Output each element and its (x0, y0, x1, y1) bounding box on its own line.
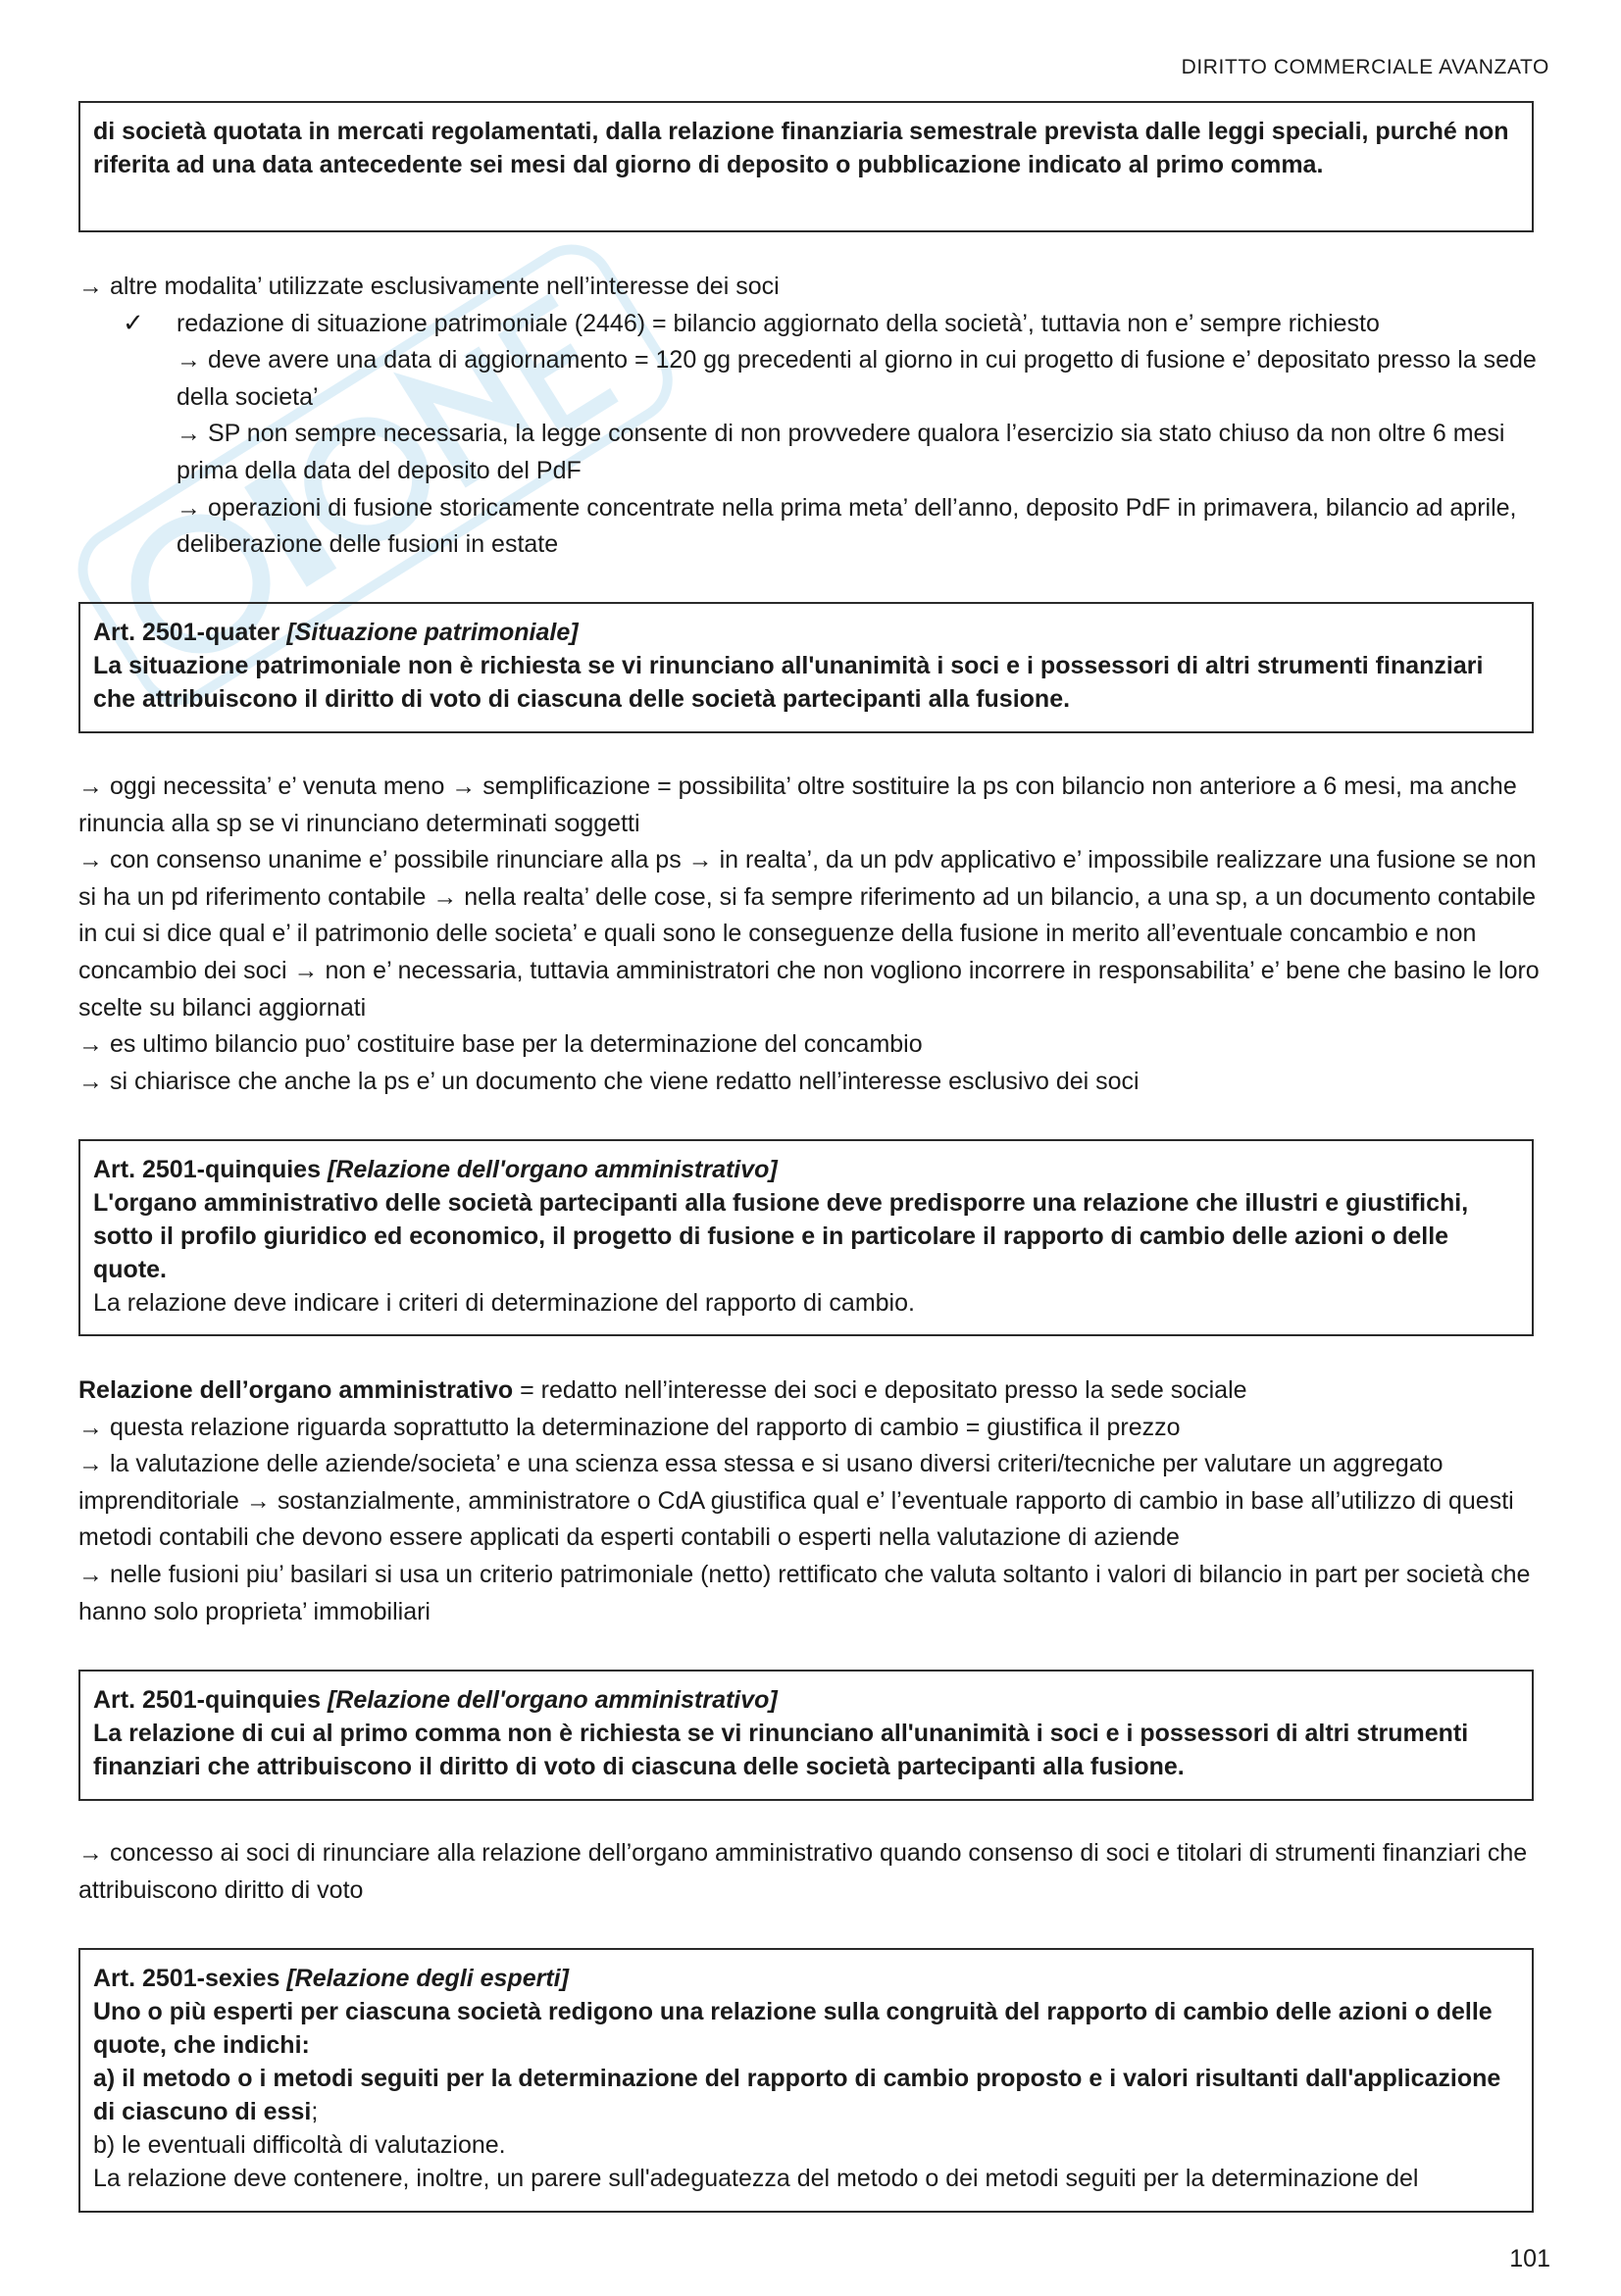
note-line: → es ultimo bilancio puo’ costituire base per la determinazione del concambio (78, 1030, 923, 1059)
note-line: → si chiarisce che anche la ps e’ un documento che viene redatto nell’interesse esclusivo dei soci (78, 1067, 1140, 1095)
note-line: → con consenso unanime e’ possibile rinunciare alla ps → in realta’, da un pdv applicativo e’ impossibile realizzare una fusione se non si ha un pd riferimento contabile → nella realta’ delle cose, si fa sempre riferimento ad un bilancio, a una sp, a un documento contabile in cui si dice qual e’ il patrimonio delle societa’ e quali sono le conseguenze della fusione in merito all’eventuale concambio e non concambio dei soci → non e’ necessaria, tuttavia amministratori che non vogliono incorrere in responsabilita’ e’ bene che basino le loro scelte su bilanci aggiornati (78, 846, 1540, 1022)
article-rubric: [Relazione degli esperti] (286, 1965, 569, 1992)
article-heading (93, 1683, 1519, 1717)
checklist-item (78, 306, 1559, 343)
law-box-2501-sexies (78, 1948, 1534, 2213)
law-box-2501-quinquies-waiver (78, 1670, 1534, 1801)
law-item-b: b) le eventuali difficoltà di valutazione. (93, 2131, 506, 2159)
note-line: → questa relazione riguarda soprattutto la determinazione del rapporto di cambio = giustifica il prezzo (78, 1413, 1181, 1441)
law-text: L'organo amministrativo delle società partecipanti alla fusione deve predisporre una relazione che illustri e giustifichi, sotto il profilo giuridico ed economico, il progetto di fusione e in particolare il rapporto di cambio delle azioni o delle quote. (93, 1189, 1469, 1283)
law-item-a-text: a) il metodo o i metodi seguiti per la determinazione del rapporto di cambio proposto e i valori risultanti dall'applicazione di ciascuno di essi (93, 2065, 1501, 2125)
article-heading (93, 1962, 1519, 1995)
article-number: Art. 2501-quinquies (93, 1156, 321, 1183)
note-definition: = redatto nell’interesse dei soci e depositato presso la sede sociale (513, 1376, 1247, 1404)
check-icon: ✓ (123, 308, 144, 338)
page-number: 101 (1509, 2245, 1550, 2272)
article-rubric: [Relazione dell'organo amministrativo] (327, 1156, 778, 1183)
law-box-2501-quinquies (78, 1139, 1534, 1336)
note-subline: → SP non sempre necessaria, la legge consente di non provvedere qualora l’esercizio sia stato chiuso da non oltre 6 mesi prima della data del deposito del PdF (177, 420, 1505, 484)
article-number: Art. 2501-sexies (93, 1965, 280, 1992)
law-text-plain: La relazione deve contenere, inoltre, un parere sull'adeguatezza del metodo o dei metodi seguiti per la determinazione del (93, 2165, 1419, 2192)
article-heading (93, 1153, 1519, 1186)
notes-relazione-organo (78, 1373, 1559, 1630)
law-text: di società quotata in mercati regolamentati, dalla relazione finanziaria semestrale prevista dalle leggi speciali, purché non riferita ad una data antecedente sei mesi dal giorno di deposito o pubblicazione indicato al primo comma. (93, 118, 1509, 178)
article-rubric: [Situazione patrimoniale] (286, 619, 579, 646)
running-header: DIRITTO COMMERCIALE AVANZATO (1181, 56, 1549, 78)
note-line: → oggi necessita’ e’ venuta meno → semplificazione = possibilita’ oltre sostituire la ps con bilancio non anteriore a 6 mesi, ma anche rinuncia alla sp se vi rinunciano determinati soggetti (78, 773, 1517, 837)
law-text-plain: La relazione deve indicare i criteri di determinazione del rapporto di cambio. (93, 1289, 915, 1317)
article-number: Art. 2501-quater (93, 619, 280, 646)
notes-waiver (78, 1835, 1559, 1909)
law-text: Uno o più esperti per ciascuna società redigono una relazione sulla congruità del rapporto di cambio delle azioni o delle quote, che indichi: (93, 1998, 1493, 2059)
note-line: → altre modalita’ utilizzate esclusivamente nell’interesse dei soci (78, 273, 780, 300)
note-subline: → operazioni di fusione storicamente concentrate nella prima meta’ dell’anno, deposito PdF in primavera, bilancio ad aprile, deliberazione delle fusioni in estate (177, 493, 1517, 559)
note-line: → nelle fusioni piu’ basilari si usa un criterio patrimoniale (netto) rettificato che valuta soltanto i valori di bilancio in part per società che hanno solo proprieta’ immobiliari (78, 1560, 1531, 1625)
note-term: Relazione dell’organo amministrativo (78, 1376, 514, 1404)
notes-situazione-patrimoniale (78, 769, 1559, 1100)
article-number: Art. 2501-quinquies (93, 1686, 321, 1714)
article-rubric: [Relazione dell'organo amministrativo] (327, 1686, 778, 1714)
law-item-a-semicolon: ; (311, 2098, 319, 2125)
law-item-a (93, 2062, 1519, 2128)
law-box-continuation (78, 101, 1534, 232)
law-text: La situazione patrimoniale non è richiesta se vi rinunciano all'unanimità i soci e i possessori di altri strumenti finanziari che attribuiscono il diritto di voto di ciascuna delle società partecipanti alla fusione. (93, 652, 1484, 713)
note-line (78, 1373, 1559, 1410)
article-heading (93, 616, 1519, 649)
law-box-2501-quater (78, 602, 1534, 733)
note-subline: → deve avere una data di aggiornamento = 120 gg precedenti al giorno in cui progetto di fusione e’ depositato presso la sede della societa’ (177, 346, 1537, 411)
law-text: La relazione di cui al primo comma non è richiesta se vi rinunciano all'unanimità i soci e i possessori di altri strumenti finanziari che attribuiscono il diritto di voto di ciascuna delle società partecipanti alla fusione. (93, 1720, 1469, 1780)
checklist-text: redazione di situazione patrimoniale (2446) = bilancio aggiornato della società’, tuttavia non e’ sempre richiesto (177, 309, 1380, 337)
note-line: → la valutazione delle aziende/societa’ e una scienza essa stessa e si usano diversi criteri/tecniche per valutare un aggregato imprenditoriale → sostanzialmente, amministratore o CdA giustifica qual e’ l’eventuale rapporto di cambio in base all’utilizzo di questi metodi contabili che devono essere applicati da esperti contabili o esperti nella valutazione di aziende (78, 1450, 1514, 1552)
notes-other-modalities (78, 269, 1559, 564)
note-line: → concesso ai soci di rinunciare alla relazione dell’organo amministrativo quando consenso di soci e titolari di strumenti finanziari che attribuiscono diritto di voto (78, 1839, 1528, 1904)
